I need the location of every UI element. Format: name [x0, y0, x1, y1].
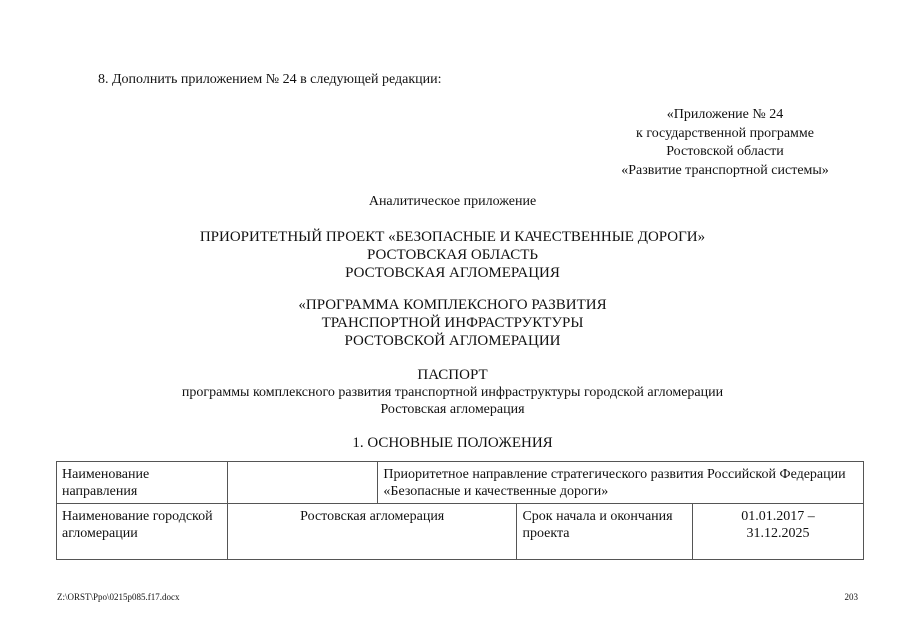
- row1-empty-cell: [227, 462, 377, 504]
- annex-line-2: к государственной программе: [636, 125, 814, 141]
- footer-file-path: Z:\ORST\Ppo\0215p085.f17.docx: [57, 592, 180, 602]
- passport-description: [0, 384, 905, 418]
- passport-line-2: Ростовская агломерация: [380, 402, 525, 417]
- annex-header: [560, 106, 890, 180]
- project-title: [0, 228, 905, 282]
- program-line-1: «ПРОГРАММА КОМПЛЕКСНОГО РАЗВИТИЯ: [298, 297, 607, 313]
- project-line-3: РОСТОВСКАЯ АГЛОМЕРАЦИЯ: [345, 265, 560, 281]
- section-heading: 1. ОСНОВНЫЕ ПОЛОЖЕНИЯ: [352, 435, 553, 451]
- passport-table: [56, 461, 864, 560]
- row2-label-cell: Наименование городской агломерации: [57, 504, 228, 560]
- program-line-3: РОСТОВСКОЙ АГЛОМЕРАЦИИ: [344, 333, 561, 349]
- program-title: [0, 296, 905, 350]
- row2-term-value-cell: [693, 504, 864, 560]
- row2-value-cell: Ростовская агломерация: [227, 504, 517, 560]
- footer-page-number: 203: [844, 592, 858, 602]
- annex-line-3: Ростовской области: [666, 144, 784, 159]
- project-line-1: ПРИОРИТЕТНЫЙ ПРОЕКТ «БЕЗОПАСНЫЕ И КАЧЕСТВЕННЫЕ ДОРОГИ»: [199, 229, 706, 245]
- analytic-label: Аналитическое приложение: [368, 194, 537, 209]
- row1-value-cell: Приоритетное направление стратегического развития Российской Федерации «Безопасные и качественные дороги»: [378, 462, 864, 504]
- annex-line-1: «Приложение № 24: [666, 107, 784, 122]
- passport-title: ПАСПОРТ: [417, 367, 488, 383]
- table-row: [57, 462, 864, 504]
- row1-label-cell: Наименование направления: [57, 462, 228, 504]
- row2-term-label-cell: Срок начала и окончания проекта: [517, 504, 693, 560]
- table-row: [57, 504, 864, 560]
- item-8-text: 8. Дополнить приложением № 24 в следующей редакции:: [98, 72, 442, 87]
- passport-line-1: программы комплексного развития транспортной инфраструктуры городской агломерации: [181, 385, 724, 400]
- term-value: 01.01.2017 – 31.12.2025: [741, 509, 815, 541]
- program-line-2: ТРАНСПОРТНОЙ ИНФРАСТРУКТУРЫ: [321, 315, 584, 331]
- annex-line-4: «Развитие транспортной системы»: [621, 162, 829, 178]
- project-line-2: РОСТОВСКАЯ ОБЛАСТЬ: [366, 247, 539, 263]
